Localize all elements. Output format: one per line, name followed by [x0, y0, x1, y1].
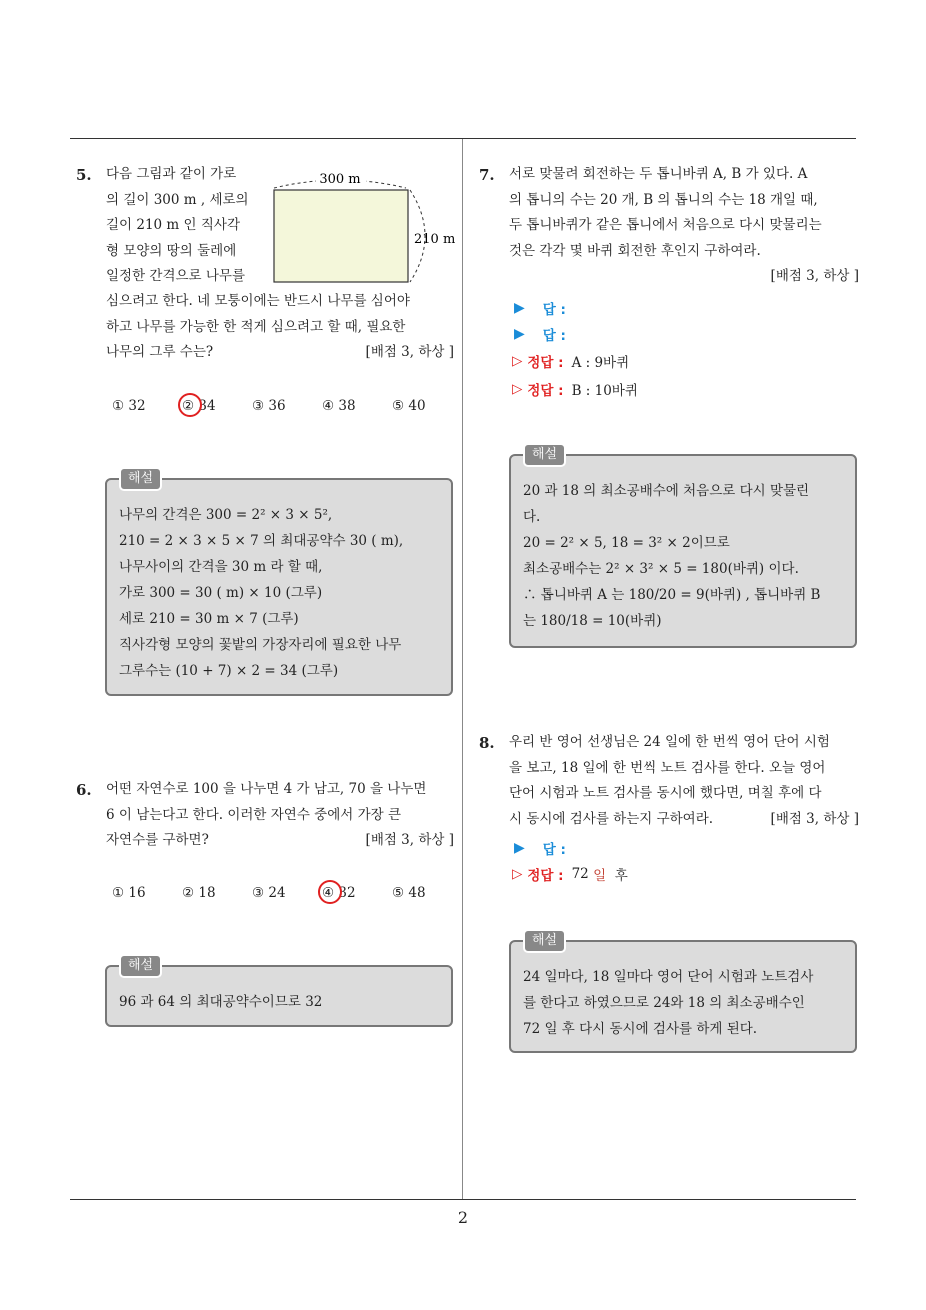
- play-arrow-icon: ▶: [514, 326, 525, 342]
- q5-line: 길이 210 m 인 직사각: [106, 217, 240, 233]
- q6-explanation-box: [105, 958, 453, 1027]
- q8-explanation-box: [509, 933, 857, 1053]
- q8-question: 시 동시에 검사를 하는지 구하여라.: [509, 810, 714, 827]
- choice-label: ① 32: [112, 398, 146, 414]
- outline-triangle-icon: ▷: [512, 381, 523, 397]
- header-rule: [70, 138, 856, 139]
- correct-value: 72: [571, 866, 589, 882]
- choice-2[interactable]: [182, 885, 252, 901]
- outline-triangle-icon: ▷: [512, 866, 523, 882]
- q8-line: 단어 시험과 노트 검사를 동시에 했다면, 며칠 후에 다: [509, 785, 822, 801]
- q7-score: [배점 3, 하상 ]: [770, 268, 859, 284]
- q5-choices: [112, 398, 462, 414]
- q8-text: [509, 730, 859, 832]
- explanation-line: 세로 210 = 30 m × 7 (그루): [119, 611, 299, 627]
- choice-label: ② 18: [182, 885, 216, 901]
- explanation-line: 96 과 64 의 최대공약수이므로 32: [119, 994, 323, 1010]
- q7-line: 두 톱니바퀴가 같은 톱니에서 처음으로 다시 맞물리는: [509, 217, 822, 233]
- explanation-line: 최소공배수는 2² × 3² × 5 = 180(바퀴) 이다.: [523, 561, 799, 577]
- choice-3[interactable]: [252, 398, 322, 414]
- correct-value: B : 10바퀴: [571, 383, 638, 399]
- q5-question: 나무의 그루 수는?: [106, 344, 214, 360]
- q7-line: 의 톱니의 수는 20 개, B 의 톱니의 수는 18 개일 때,: [509, 191, 818, 208]
- q5-line: 다음 그림과 같이 가로: [106, 166, 237, 182]
- explanation-line: 는 180/18 = 10(바퀴): [523, 613, 662, 629]
- q6-score: [배점 3, 하상 ]: [365, 832, 454, 848]
- explanation-line: 직사각형 모양의 꽃밭의 가장자리에 필요한 나무: [119, 637, 402, 653]
- side-length-label: 210 m: [414, 232, 456, 247]
- q7-explanation-box: [509, 447, 857, 648]
- q5-line: 일정한 간격으로 나무를: [106, 268, 245, 284]
- explanation-line: 나무의 간격은 300 = 2² × 3 × 5²,: [119, 507, 333, 523]
- explanation-line: 다.: [523, 509, 541, 525]
- explanation-line: 그루수는 (10 + 7) × 2 = 34 (그루): [119, 663, 339, 679]
- correct-label: 정답 :: [527, 355, 564, 371]
- choice-4[interactable]: [322, 398, 392, 414]
- choice-5[interactable]: [392, 885, 462, 901]
- q5-explanation-box: [105, 471, 453, 696]
- q5-text-full: [106, 289, 454, 366]
- q5-line: 심으려고 한다. 네 모퉁이에는 반드시 나무를 심어야: [106, 293, 410, 309]
- answer-label: 답 :: [542, 842, 566, 858]
- q5-number: 5.: [76, 166, 92, 184]
- q6-text: [106, 777, 454, 854]
- choice-label: ④ 32: [322, 885, 356, 901]
- correct-label: 정답 :: [527, 868, 564, 884]
- selected-circle-mark: [318, 880, 342, 904]
- explanation-line: ∴ 톱니바퀴 A 는 180/20 = 9(바퀴) , 톱니바퀴 B: [523, 587, 821, 603]
- q8-score: [배점 3, 하상 ]: [770, 810, 859, 827]
- q6-number: 6.: [76, 781, 92, 799]
- q5-score: [배점 3, 하상 ]: [365, 344, 454, 360]
- explanation-line: 가로 300 = 30 ( m) × 10 (그루): [119, 585, 323, 601]
- choice-4[interactable]: [322, 885, 392, 901]
- correct-value: A : 9바퀴: [571, 355, 630, 371]
- choice-label: ⑤ 40: [392, 398, 426, 414]
- play-arrow-icon: ▶: [514, 840, 525, 856]
- play-arrow-icon: ▶: [514, 300, 525, 316]
- page-number: 2: [457, 1208, 469, 1227]
- correct-unit: 일: [593, 868, 607, 884]
- choice-2[interactable]: [182, 398, 252, 414]
- choice-3[interactable]: [252, 885, 322, 901]
- q7-answer-2[interactable]: [514, 324, 566, 344]
- explanation-line: 24 일마다, 18 일마다 영어 단어 시험과 노트검사: [523, 969, 814, 985]
- q5-line: 하고 나무를 가능한 한 적게 심으려고 할 때, 필요한: [106, 318, 406, 335]
- correct-label: 정답 :: [527, 383, 564, 399]
- q7-answer-1[interactable]: [514, 298, 566, 318]
- q7-correct-2: [512, 379, 638, 399]
- answer-label: 답 :: [542, 328, 566, 344]
- explanation-line: 20 과 18 의 최소공배수에 처음으로 다시 맞물린: [523, 483, 810, 499]
- land-rectangle: [274, 190, 408, 282]
- q8-number: 8.: [479, 734, 495, 752]
- choice-1[interactable]: [112, 885, 182, 901]
- correct-suffix: 후: [614, 868, 628, 884]
- choice-label: ① 16: [112, 885, 146, 901]
- q8-last-line: [509, 807, 859, 833]
- q6-last-line: [106, 828, 454, 854]
- q7-line: 것은 각각 몇 바퀴 회전한 후인지 구하여라.: [509, 242, 761, 259]
- explanation-tag: 해설: [523, 443, 566, 467]
- choice-label: ⑤ 48: [392, 885, 426, 901]
- choice-5[interactable]: [392, 398, 462, 414]
- q8-answer[interactable]: [514, 838, 566, 858]
- selected-circle-mark: [178, 393, 202, 417]
- explanation-tag: 해설: [119, 467, 162, 491]
- q7-line: 서로 맞물려 회전하는 두 톱니바퀴 A, B 가 있다. A: [509, 166, 808, 182]
- top-length-label: 300 m: [319, 172, 361, 187]
- footer-rule: [70, 1199, 856, 1200]
- q6-line: 어떤 자연수로 100 을 나누면 4 가 남고, 70 을 나누면: [106, 781, 427, 797]
- choice-label: ③ 36: [252, 398, 286, 414]
- q5-text-wrapped: [106, 162, 266, 290]
- column-divider: [462, 139, 463, 1199]
- choice-label: ④ 38: [322, 398, 356, 414]
- choice-label: ② 34: [182, 398, 216, 414]
- q8-line: 을 보고, 18 일에 한 번씩 노트 검사를 한다. 오늘 영어: [509, 759, 826, 776]
- explanation-line: 나무사이의 간격을 30 m 라 할 때,: [119, 559, 323, 575]
- q5-line: 의 길이 300 m , 세로의: [106, 191, 249, 208]
- q5-rectangle-figure: [268, 168, 458, 293]
- choice-1[interactable]: [112, 398, 182, 414]
- q7-number: 7.: [479, 166, 495, 184]
- choice-label: ③ 24: [252, 885, 286, 901]
- outline-triangle-icon: ▷: [512, 353, 523, 369]
- answer-label: 답 :: [542, 302, 566, 318]
- q5-line: 형 모양의 땅의 둘레에: [106, 242, 237, 259]
- q8-line: 우리 반 영어 선생님은 24 일에 한 번씩 영어 단어 시험: [509, 734, 830, 750]
- explanation-line: 210 = 2 × 3 × 5 × 7 의 최대공약수 30 ( m),: [119, 533, 404, 549]
- explanation-tag: 해설: [523, 929, 566, 953]
- q7-correct-1: [512, 351, 629, 371]
- q6-line: 6 이 남는다고 한다. 이러한 자연수 중에서 가장 큰: [106, 806, 401, 823]
- explanation-line: 72 일 후 다시 동시에 검사를 하게 된다.: [523, 1021, 758, 1037]
- q5-last-line: [106, 340, 454, 366]
- q8-correct: [512, 864, 628, 884]
- q6-question: 자연수를 구하면?: [106, 832, 209, 848]
- q6-choices: [112, 885, 462, 901]
- explanation-tag: 해설: [119, 954, 162, 978]
- q7-text: [509, 162, 859, 290]
- explanation-line: 20 = 2² × 5, 18 = 3² × 2이므로: [523, 535, 730, 551]
- explanation-line: 를 한다고 하였으므로 24와 18 의 최소공배수인: [523, 995, 805, 1011]
